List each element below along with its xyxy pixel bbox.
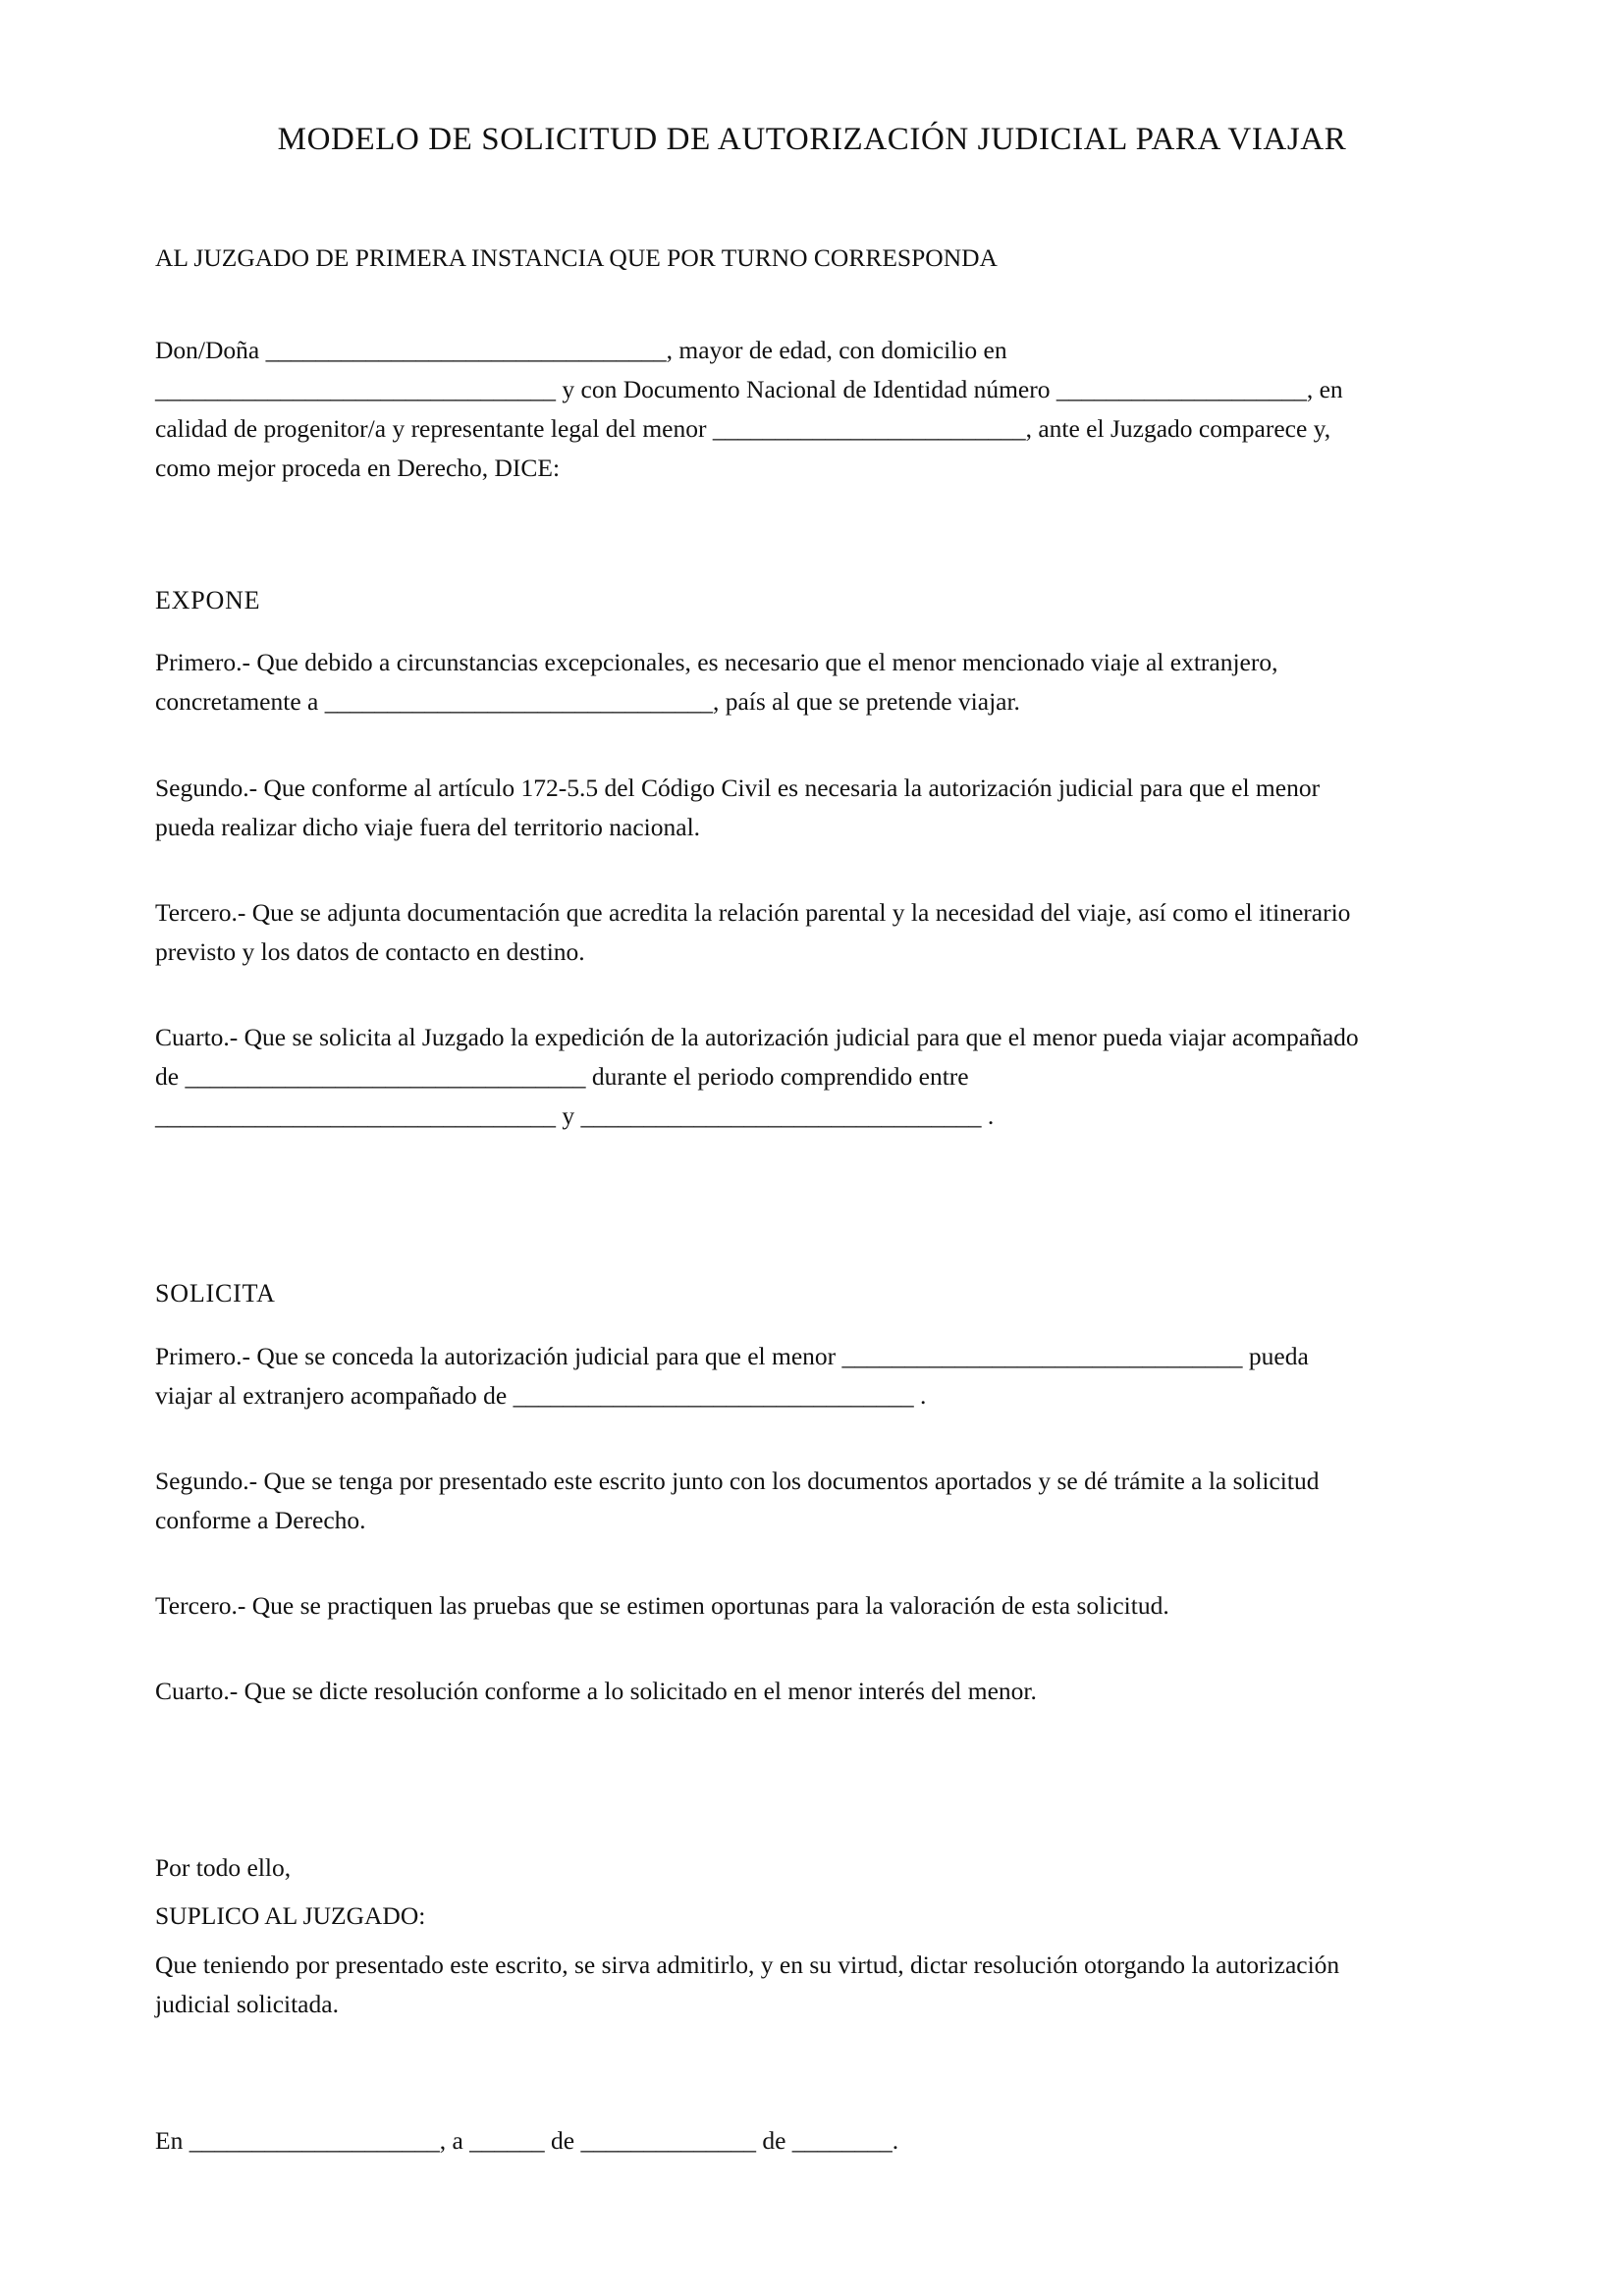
paragraph-line: de ________________________________ durante el periodo comprendido entre (155, 1062, 969, 1091)
paragraph-line: viajar al extranjero acompañado de ________________________________ . (155, 1381, 927, 1410)
por-todo-ello: Por todo ello, (155, 1853, 292, 1882)
paragraph-line: Segundo.- Que conforme al artículo 172-5.5 del Código Civil es necesaria la autorización judicial para que el menor (155, 774, 1321, 802)
solicita-cuarto (155, 1672, 1490, 1711)
expone-tercero (155, 893, 1490, 972)
intro-line: Don/Doña ________________________________, mayor de edad, con domicilio en (155, 336, 1007, 364)
paragraph-line: pueda realizar dicho viaje fuera del territorio nacional. (155, 813, 701, 841)
paragraph-line: ________________________________ y ________________________________ . (155, 1101, 995, 1130)
solicita-segundo (155, 1462, 1490, 1540)
expone-primero (155, 643, 1490, 721)
intro-paragraph (155, 331, 1490, 488)
paragraph-line: previsto y los datos de contacto en destino. (155, 937, 585, 966)
signature-place-date: En ____________________, a ______ de ______________ de ________. (155, 2126, 899, 2155)
closing-paragraph (155, 1946, 1490, 2024)
paragraph-line: Tercero.- Que se adjunta documentación que acredita la relación parental y la necesidad del viaje, así como el itinerario (155, 898, 1351, 927)
paragraph-line: Primero.- Que debido a circunstancias excepcionales, es necesario que el menor mencionado viaje al extranjero, (155, 648, 1278, 676)
intro-line: calidad de progenitor/a y representante legal del menor _________________________, ante el Juzgado comparece y, (155, 414, 1331, 443)
paragraph-line: Segundo.- Que se tenga por presentado este escrito junto con los documentos aportados y se dé trámite a la solicitud (155, 1467, 1320, 1495)
solicita-tercero (155, 1586, 1490, 1626)
expone-heading: EXPONE (155, 586, 261, 614)
paragraph-line: Tercero.- Que se practiquen las pruebas que se estimen oportunas para la valoración de esta solicitud. (155, 1591, 1169, 1620)
intro-line: ________________________________ y con Documento Nacional de Identidad número ____________________, en (155, 375, 1343, 403)
solicita-heading: SOLICITA (155, 1279, 276, 1308)
paragraph-line: Cuarto.- Que se dicte resolución conforme a lo solicitado en el menor interés del menor. (155, 1677, 1037, 1705)
paragraph-line: concretamente a _______________________________, país al que se pretende viajar. (155, 687, 1020, 716)
suplico-heading: SUPLICO AL JUZGADO: (155, 1901, 426, 1930)
solicita-primero (155, 1337, 1490, 1415)
paragraph-line: conforme a Derecho. (155, 1506, 366, 1534)
document-title: MODELO DE SOLICITUD DE AUTORIZACIÓN JUDICIAL PARA VIAJAR (277, 122, 1347, 157)
paragraph-line: Que teniendo por presentado este escrito, se sirva admitirlo, y en su virtud, dictar resolución otorgando la autorización (155, 1950, 1340, 1979)
expone-cuarto (155, 1018, 1490, 1136)
addressee: AL JUZGADO DE PRIMERA INSTANCIA QUE POR TURNO CORRESPONDA (155, 243, 998, 272)
expone-segundo (155, 769, 1490, 847)
paragraph-line: Primero.- Que se conceda la autorización judicial para que el menor ________________________________ pueda (155, 1342, 1309, 1370)
paragraph-line: Cuarto.- Que se solicita al Juzgado la expedición de la autorización judicial para que el menor pueda viajar acompañado (155, 1023, 1359, 1051)
intro-line: como mejor proceda en Derecho, DICE: (155, 454, 561, 482)
paragraph-line: judicial solicitada. (155, 1990, 339, 2018)
